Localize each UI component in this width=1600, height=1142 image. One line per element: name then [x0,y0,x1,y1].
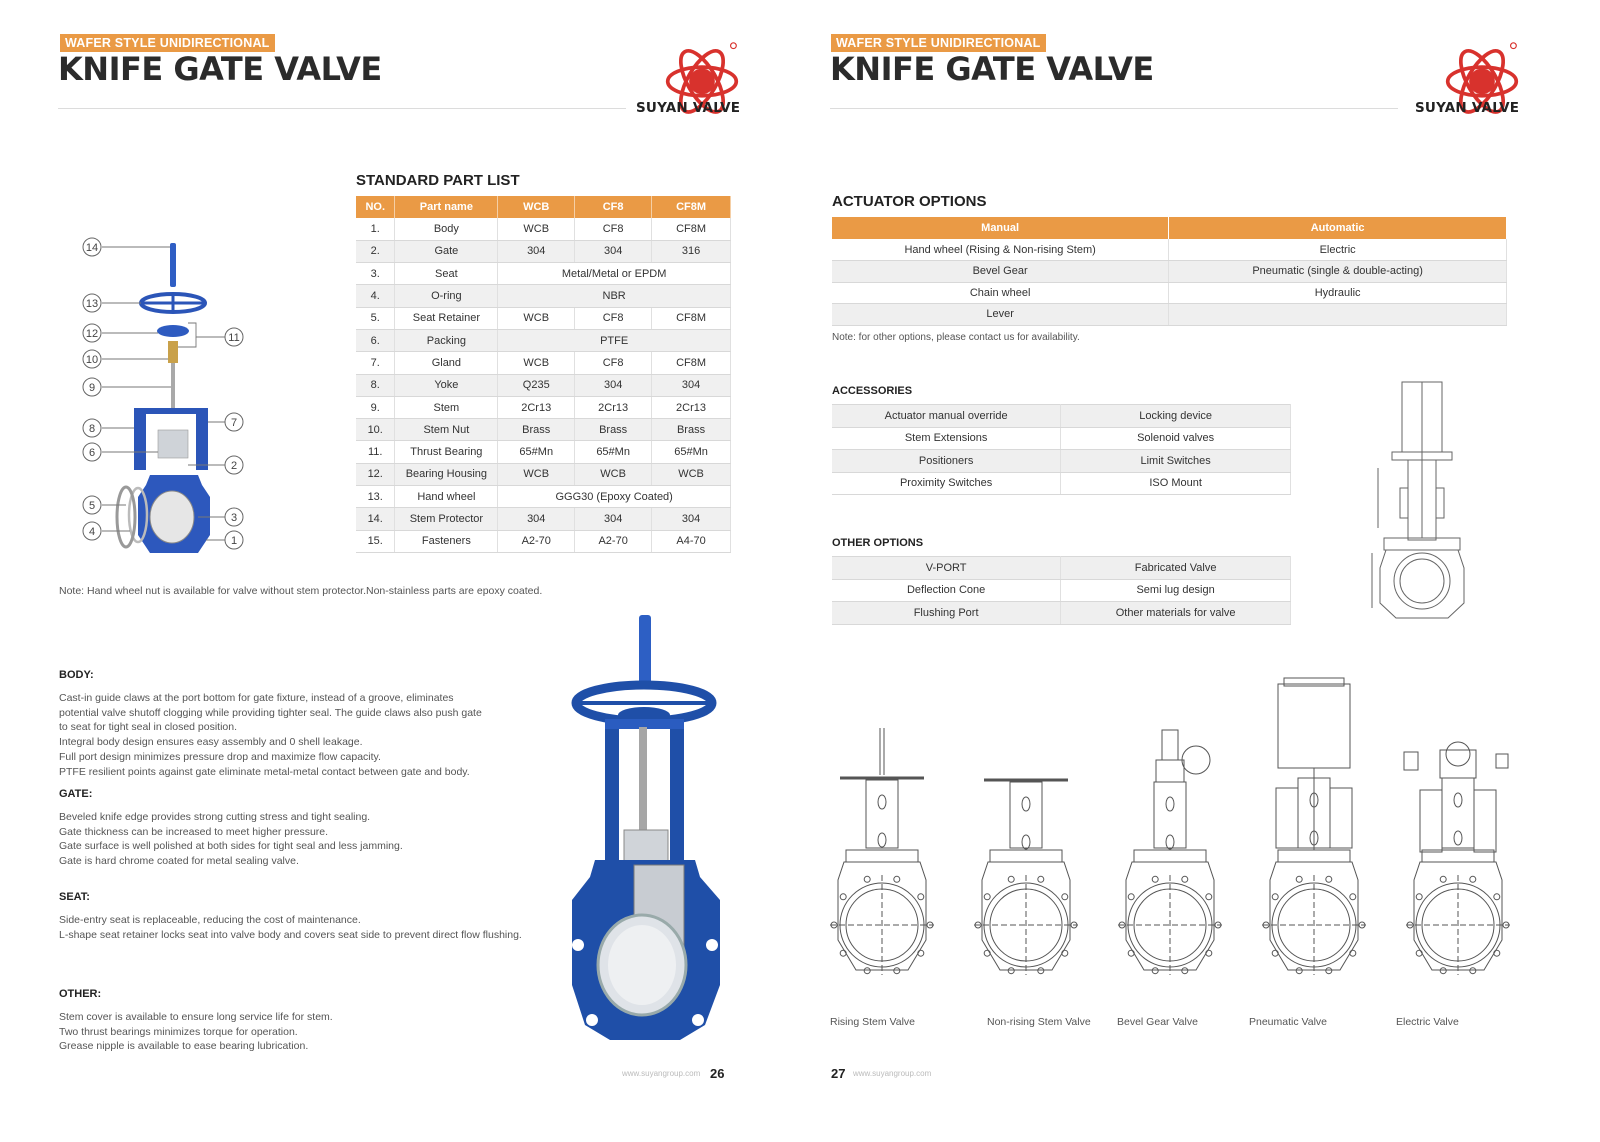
svg-text:6: 6 [88,447,96,459]
cell-no: 13. [356,486,395,508]
cell-cf8m: 304 [652,508,731,530]
logo-text: SUYAN VALVE [636,100,741,116]
feature-line: Beveled knife edge provides strong cutting stress and tight sealing. [59,810,371,823]
callout-3 [225,508,243,526]
table-row [356,329,731,351]
table-row [356,352,731,374]
feature-line: Gate thickness can be increased to meet higher pressure. [59,825,329,838]
cell-part-name: Gland [395,352,498,374]
svg-text:7: 7 [230,417,238,429]
svg-text:8: 8 [88,423,96,435]
svg-text:10: 10 [85,354,99,366]
cell-cf8: 304 [575,240,652,262]
svg-text:2: 2 [230,460,238,472]
bearing-housing-part [157,325,189,337]
electric-valve-drawing [1404,742,1510,975]
table-row [832,304,1507,326]
category-tag: WAFER STYLE UNIDIRECTIONAL [831,34,1046,52]
seat-retainer-part [117,487,135,547]
svg-text:5: 5 [88,500,96,512]
cell-no: 14. [356,508,395,530]
cell-cf8m: CF8M [652,352,731,374]
table-cell: Electric [1169,239,1507,261]
cell-wcb: A2-70 [498,530,575,552]
callout-13 [83,294,101,312]
table-row [356,285,731,307]
callout-7 [225,413,243,431]
cell-part-name: Stem [395,396,498,418]
table-cell: Limit Switches [1061,450,1291,473]
cell-material-all: NBR [498,285,731,307]
cell-part-name: Seat Retainer [395,307,498,329]
table-cell: Pneumatic (single & double-acting) [1169,261,1507,283]
cell-cf8: WCB [575,463,652,485]
table-cell: Solenoid valves [1061,427,1291,450]
callout-2 [225,456,243,474]
cell-no: 10. [356,419,395,441]
stem-nut-part [168,341,178,363]
table-row [356,218,731,240]
feature-line: Integral body design ensures easy assembly and 0 shell leakage. [59,736,363,749]
cell-no: 9. [356,396,395,418]
feature-line: Gate is hard chrome coated for metal sealing valve. [59,855,299,868]
table-row [832,405,1291,428]
table-row [832,579,1291,602]
table-row [832,450,1291,473]
parts-list-title: STANDARD PART LIST [356,172,520,189]
page-number: 26 [710,1066,725,1081]
footer-url: www.suyangroup.com [622,1069,701,1078]
stem-part [171,363,175,408]
valve-caption: Non-rising Stem Valve [987,1016,1091,1028]
cell-no: 7. [356,352,395,374]
callout-9 [83,378,101,396]
valve-caption: Rising Stem Valve [830,1016,916,1028]
valve-caption: Electric Valve [1396,1016,1459,1028]
table-row [356,263,731,285]
cell-no: 15. [356,530,395,552]
svg-text:9: 9 [88,382,96,394]
cell-no: 6. [356,329,395,351]
table-row [832,472,1291,495]
valve-caption: Bevel Gear Valve [1117,1016,1198,1028]
callout-1 [225,531,243,549]
parts-note: Note: Hand wheel nut is available for valve without stem protector.Non-stainless parts are epoxy coated. [59,585,543,597]
table-row [832,282,1507,304]
category-tag: WAFER STYLE UNIDIRECTIONAL [60,34,275,52]
table-row [356,463,731,485]
footer-url: www.suyangroup.com [853,1069,932,1078]
other-lines [59,1010,529,1054]
yoke-left-part [134,408,146,470]
callout-11 [225,328,243,346]
col-header-part-name: Part name [395,196,498,218]
cell-no: 1. [356,218,395,240]
cell-wcb: WCB [498,463,575,485]
table-row [356,240,731,262]
cell-part-name: Thrust Bearing [395,441,498,463]
table-row [356,530,731,552]
yoke-right-part [196,408,208,470]
cell-wcb: 304 [498,508,575,530]
col-header-wcb: WCB [498,196,575,218]
cell-wcb: 304 [498,240,575,262]
cell-no: 5. [356,307,395,329]
table-row [356,419,731,441]
callout-5 [83,496,101,514]
table-cell: Stem Extensions [832,427,1061,450]
actuator-note: Note: for other options, please contact us for availability. [832,332,1080,343]
parts-table [356,196,731,553]
cell-cf8: 304 [575,374,652,396]
table-row [356,508,731,530]
pneumatic-valve-drawing [1262,678,1366,975]
table-cell: Proximity Switches [832,472,1061,495]
table-cell: Actuator manual override [832,405,1061,428]
svg-text:12: 12 [85,328,99,340]
cell-cf8m: 2Cr13 [652,396,731,418]
table-cell: V-PORT [832,557,1061,580]
feature-line: Stem cover is available to ensure long service life for stem. [59,1010,333,1023]
actuated-valve-drawing [1372,378,1472,628]
actuator-table [832,217,1507,326]
cell-cf8m: 316 [652,240,731,262]
cell-no: 4. [356,285,395,307]
col-header-automatic: Automatic [1169,217,1507,239]
table-row [356,441,731,463]
cell-cf8: A2-70 [575,530,652,552]
table-cell: Locking device [1061,405,1291,428]
seat-heading: SEAT: [59,891,90,903]
table-row [832,427,1291,450]
col-header-manual: Manual [832,217,1169,239]
cell-wcb: Q235 [498,374,575,396]
logo-text: SUYAN VALVE [1415,100,1520,116]
svg-text:4: 4 [88,526,96,538]
cell-cf8: 65#Mn [575,441,652,463]
actuator-options-title: ACTUATOR OPTIONS [832,193,987,210]
packing-part [158,430,188,458]
svg-text:3: 3 [230,512,238,524]
body-heading: BODY: [59,669,94,681]
exploded-valve-diagram [78,235,258,565]
cell-part-name: Hand wheel [395,486,498,508]
feature-line: to seat for tight seal in closed position. [59,721,238,734]
nonrising-valve-drawing [974,780,1078,975]
cell-cf8: 2Cr13 [575,396,652,418]
cell-part-name: Gate [395,240,498,262]
cell-cf8: Brass [575,419,652,441]
cell-material-all: GGG30 (Epoxy Coated) [498,486,731,508]
table-cell: Lever [832,304,1169,326]
accessories-title: ACCESSORIES [832,385,913,397]
cell-material-all: Metal/Metal or EPDM [498,263,731,285]
cell-part-name: Stem Protector [395,508,498,530]
body-features [59,668,529,780]
cell-wcb: WCB [498,307,575,329]
cell-cf8m: 304 [652,374,731,396]
cell-part-name: Yoke [395,374,498,396]
gate-lines [59,810,529,869]
cell-cf8: CF8 [575,307,652,329]
accessories-table [832,404,1291,495]
feature-line: PTFE resilient points against gate eliminate metal-metal contact between gate and body. [59,765,470,778]
table-row [356,486,731,508]
table-row [356,307,731,329]
feature-line: Full port design minimizes pressure drop and maximize flow capacity. [59,750,381,763]
gate-heading: GATE: [59,788,93,800]
callout-6 [83,443,101,461]
callout-10 [83,350,101,368]
cell-part-name: Body [395,218,498,240]
valve-caption: Pneumatic Valve [1249,1016,1328,1028]
feature-line: L-shape seat retainer locks seat into valve body and covers seat side to prevent direct flow flushing. [59,928,522,941]
table-cell: Other materials for valve [1061,602,1291,625]
cell-wcb: Brass [498,419,575,441]
cell-cf8m: CF8M [652,218,731,240]
rising-valve-drawing [830,728,934,975]
gate-features [59,787,529,869]
cell-part-name: Stem Nut [395,419,498,441]
svg-text:13: 13 [85,298,99,310]
feature-line: Gate surface is well polished at both sides for tight seal and less jamming. [59,840,403,853]
table-row [832,261,1507,283]
cell-material-all: PTFE [498,329,731,351]
cell-no: 11. [356,441,395,463]
table-cell: Semi lug design [1061,579,1291,602]
svg-text:14: 14 [85,242,99,254]
other-options-table [832,556,1291,625]
table-cell: Fabricated Valve [1061,557,1291,580]
col-header-no: NO. [356,196,395,218]
parts-table-header [356,196,731,218]
table-cell: Deflection Cone [832,579,1061,602]
stem-protector-part [170,243,176,287]
callout-4 [83,522,101,540]
cell-wcb: WCB [498,352,575,374]
cell-no: 12. [356,463,395,485]
table-cell: Hand wheel (Rising & Non-rising Stem) [832,239,1169,261]
callout-8 [83,419,101,437]
feature-line: Two thrust bearings minimizes torque for operation. [59,1025,298,1038]
cell-cf8m: Brass [652,419,731,441]
title-divider [830,108,1398,109]
cell-part-name: Seat [395,263,498,285]
svg-text:1: 1 [230,535,238,547]
cell-part-name: Fasteners [395,530,498,552]
other-features [59,987,529,1054]
other-heading: OTHER: [59,988,102,1000]
feature-line: Cast-in guide claws at the port bottom for gate fixture, instead of a groove, eliminates [59,691,454,704]
cell-cf8m: 65#Mn [652,441,731,463]
cell-no: 8. [356,374,395,396]
table-cell: ISO Mount [1061,472,1291,495]
table-row [832,557,1291,580]
table-cell: Positioners [832,450,1061,473]
cell-wcb: 65#Mn [498,441,575,463]
cell-wcb: 2Cr13 [498,396,575,418]
valve-types-drawings [830,670,1510,990]
cell-cf8m: WCB [652,463,731,485]
page-title: KNIFE GATE VALVE [830,50,1154,88]
feature-line: Side-entry seat is replaceable, reducing the cost of maintenance. [59,913,361,926]
cell-no: 3. [356,263,395,285]
table-cell [1169,304,1507,326]
seat-lines [59,913,529,943]
valve-product-image [560,615,730,1045]
table-cell: Bevel Gear [832,261,1169,283]
table-cell: Hydraulic [1169,282,1507,304]
other-options-title: OTHER OPTIONS [832,537,924,549]
body-lines [59,691,529,780]
cell-part-name: Packing [395,329,498,351]
cell-part-name: O-ring [395,285,498,307]
col-header-cf8m: CF8M [652,196,731,218]
cell-cf8: CF8 [575,352,652,374]
table-row [356,396,731,418]
cell-cf8: 304 [575,508,652,530]
table-row [356,374,731,396]
bevel-valve-drawing [1118,730,1222,975]
cell-part-name: Bearing Housing [395,463,498,485]
cell-cf8m: CF8M [652,307,731,329]
cell-no: 2. [356,240,395,262]
cell-cf8m: A4-70 [652,530,731,552]
table-cell: Chain wheel [832,282,1169,304]
seat-features [59,890,529,942]
title-divider [58,108,626,109]
cell-cf8: CF8 [575,218,652,240]
page-number: 27 [831,1066,846,1081]
feature-line: Grease nipple is available to ease bearing lubrication. [59,1040,309,1053]
table-row [832,239,1507,261]
table-row [832,602,1291,625]
feature-line: potential valve shutoff clogging while providing tighter seal. The guide claws also push gate [59,706,482,719]
callout-14 [83,238,101,256]
page-title: KNIFE GATE VALVE [58,50,382,88]
col-header-cf8: CF8 [575,196,652,218]
table-cell: Flushing Port [832,602,1061,625]
callout-12 [83,324,101,342]
svg-text:11: 11 [228,332,240,344]
right-page [800,0,1600,1142]
cell-wcb: WCB [498,218,575,240]
